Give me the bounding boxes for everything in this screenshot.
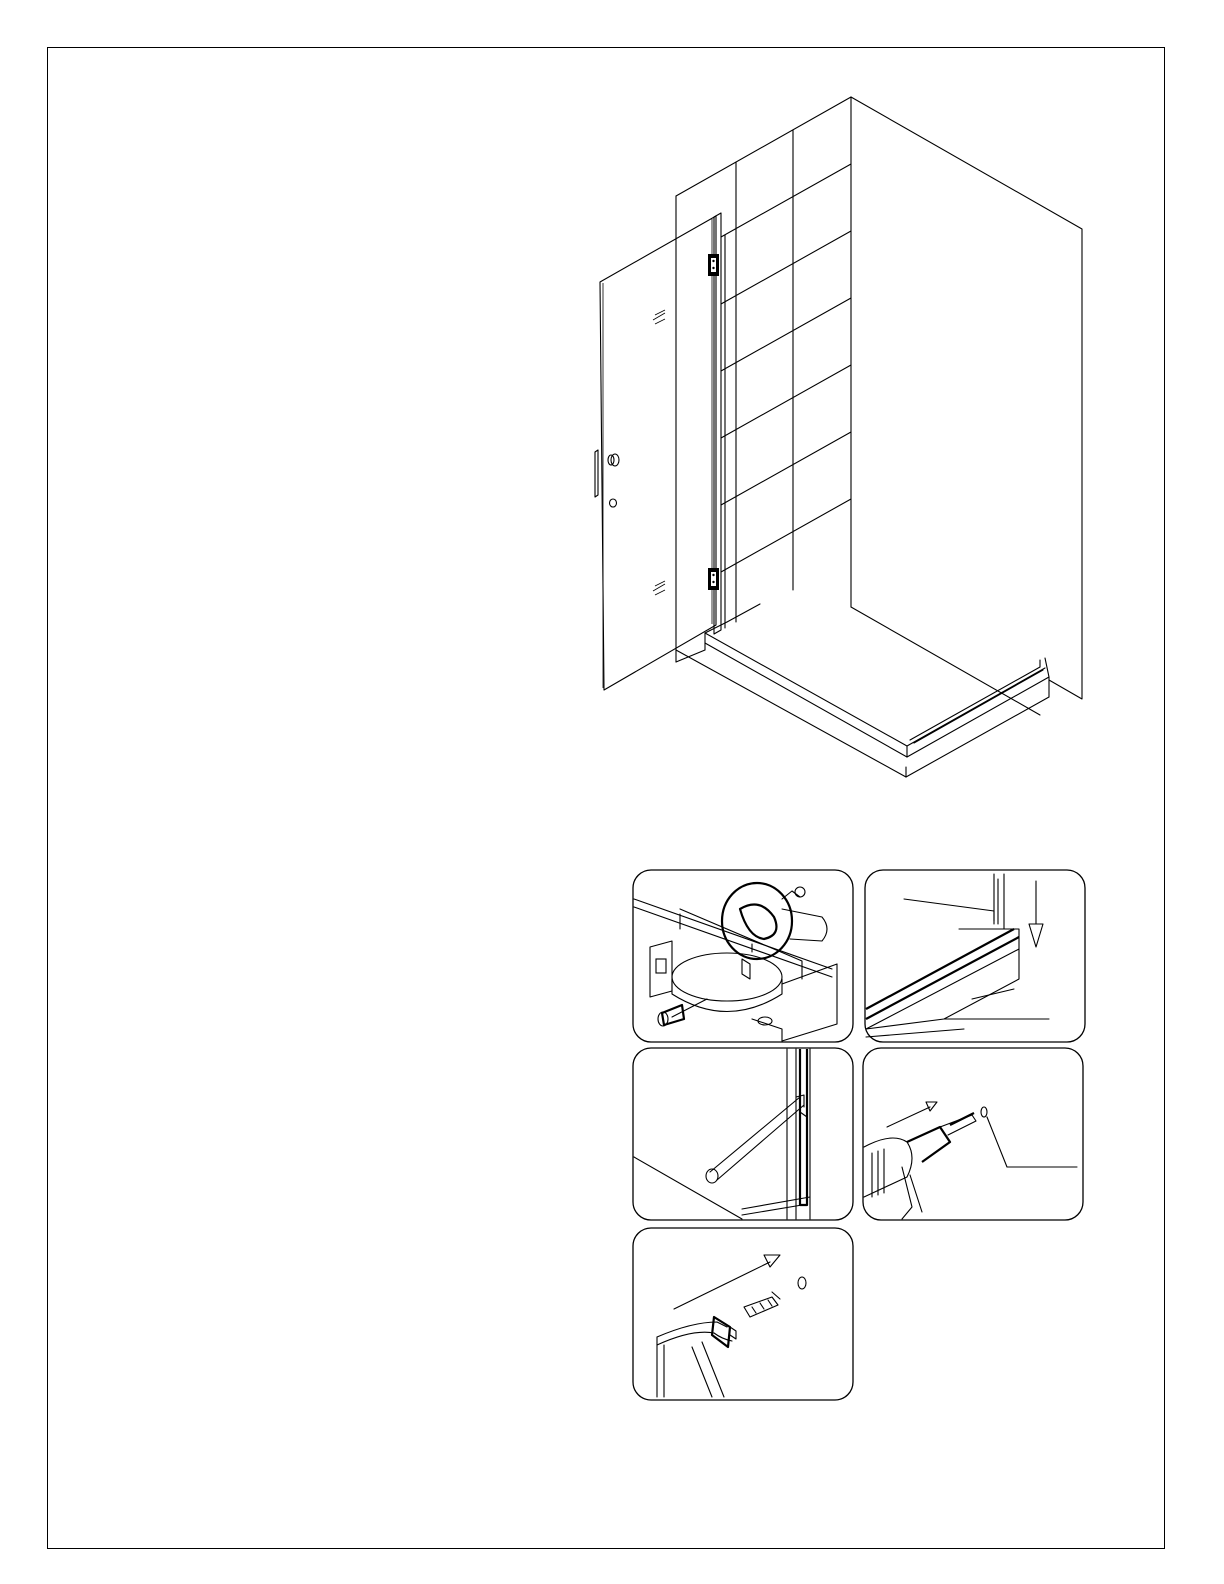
glass-door-panel <box>595 216 716 690</box>
hinge-icon <box>708 568 719 590</box>
step-panel-insert-anchors <box>632 1227 854 1401</box>
step-panel-drill-holes <box>862 1047 1084 1221</box>
step-panel-mark-holes <box>632 1047 854 1221</box>
back-wall <box>676 97 851 662</box>
step-panel-cut-jamb <box>632 869 854 1043</box>
hinge-icon <box>708 254 719 276</box>
side-wall <box>851 97 1082 715</box>
step-panel-insert-jamb <box>864 869 1086 1043</box>
shower-base <box>676 604 1049 777</box>
door-knob-icon <box>608 454 619 507</box>
